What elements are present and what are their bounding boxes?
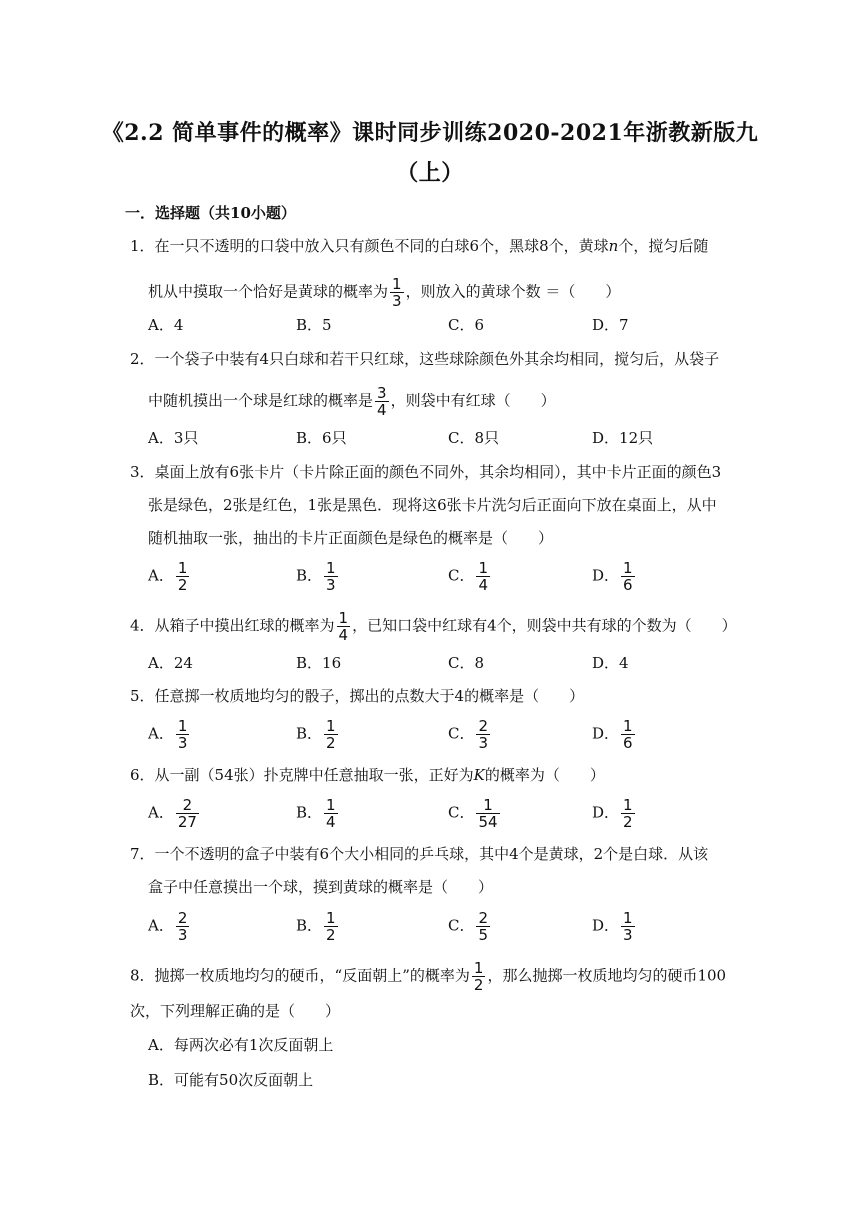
question-3-line-1: 3．桌面上放有6张卡片（卡片除正面的颜色不同外，其余均相同），其中卡片正面的颜色3 — [130, 463, 722, 481]
option-d: D．12只 — [592, 429, 654, 447]
document-title: 《2.2 简单事件的概率》课时同步训练2020-2021年浙教新版九 — [101, 120, 759, 146]
question-3-line-2: 张是绿色，2张是红色，1张是黑色．现将这6张卡片洗匀后正面向下放在桌面上，从中 — [148, 496, 717, 514]
document-title-cont: （上） — [396, 160, 464, 186]
option-b: B．6只 — [296, 429, 347, 447]
option-b: B． $\frac{1}{3}$ — [296, 559, 336, 594]
question-7-line-2: 盒子中任意摸出一个球，摸到黄球的概率是（ ） — [148, 878, 494, 896]
option-c: C． $\frac{2}{3}$ — [448, 717, 489, 752]
option-d: D． $\frac{1}{3}$ — [592, 909, 633, 944]
variable-n: n — [608, 237, 619, 255]
option-d: D． $\frac{1}{6}$ — [592, 559, 633, 594]
question-2-line-1: 2．一个袋子中装有4只白球和若干只红球，这些球除颜色外其余均相同，搅匀后，从袋子 — [130, 350, 720, 368]
question-1-line-1: 1．在一只不透明的口袋中放入只有颜色不同的白球6个，黑球8个，黄球n个，搅匀后随 — [130, 237, 709, 255]
question-2-line-2: 中随机摸出一个球是红球的概率是 $\frac{3}{4}$ ，则袋中有红球（ ） — [148, 384, 556, 419]
option-a: A．24 — [148, 654, 193, 672]
fraction: $\frac{1}{3}$ — [392, 275, 402, 310]
option-c: C．8 — [448, 654, 485, 672]
variable-k: K — [473, 766, 485, 784]
question-5-line-1: 5．任意掷一枚质地均匀的骰子，掷出的点数大于4的概率是（ ） — [130, 687, 585, 705]
option-d: D． $\frac{1}{2}$ — [592, 796, 633, 831]
option-a: A． $\frac{1}{2}$ — [148, 559, 188, 594]
option-b: B．16 — [296, 654, 342, 672]
option-c: C． $\frac{1}{4}$ — [448, 559, 489, 594]
option-a: A． $\frac{2}{3}$ — [148, 909, 188, 944]
fraction: $\frac{1}{2}$ — [473, 959, 484, 994]
section-heading: 一．选择题（共10小题） — [125, 204, 296, 222]
option-d: D．4 — [592, 654, 629, 672]
question-4-line-1: 4．从箱子中摸出红球的概率为 $\frac{1}{4}$ ，已知口袋中红球有4个，则袋中共有球的个数为（ ） — [130, 609, 737, 644]
option-d: D． $\frac{1}{6}$ — [592, 717, 633, 752]
option-c: C．8只 — [448, 429, 500, 447]
option-b: B．可能有50次反面朝上 — [148, 1071, 314, 1089]
option-a: A． $\frac{2}{27}$ — [148, 796, 197, 831]
option-b: B． $\frac{1}{4}$ — [296, 796, 336, 831]
fraction: $\frac{1}{4}$ — [338, 609, 349, 644]
option-c: C． $\frac{2}{5}$ — [448, 909, 489, 944]
question-8-line-2: 次，下列理解正确的是（ ） — [130, 1002, 341, 1020]
option-b: B． $\frac{1}{2}$ — [296, 717, 336, 752]
question-8-line-1: 8．抛掷一枚质地均匀的硬币，“反面朝上”的概率为 $\frac{1}{2}$ ，那么抛掷一枚质地均匀的硬币100 — [130, 959, 727, 994]
option-b: B．5 — [296, 316, 332, 334]
option-a: A．3只 — [148, 429, 199, 447]
option-d: D．7 — [592, 316, 629, 334]
question-7-line-1: 7．一个不透明的盒子中装有6个大小相同的乒乓球，其中4个是黄球，2个是白球．从该 — [130, 845, 709, 863]
option-a: A．4 — [148, 316, 184, 334]
question-1-line-2: 机从中摸取一个恰好是黄球的概率为 $\frac{1}{3}$ ，则放入的黄球个数 ＝（ ） — [148, 275, 621, 310]
question-6-line-1: 6．从一副（54张）扑克牌中任意抽取一张，正好为K的概率为（ ） — [130, 766, 605, 784]
option-b: B． $\frac{1}{2}$ — [296, 909, 336, 944]
question-3-line-3: 随机抽取一张，抽出的卡片正面颜色是绿色的概率是（ ） — [148, 529, 554, 547]
option-c: C． $\frac{1}{54}$ — [448, 796, 498, 831]
option-a: A． $\frac{1}{3}$ — [148, 717, 188, 752]
option-c: C．6 — [448, 316, 485, 334]
fraction: $\frac{3}{4}$ — [377, 384, 387, 419]
option-a: A．每两次必有1次反面朝上 — [148, 1036, 334, 1054]
